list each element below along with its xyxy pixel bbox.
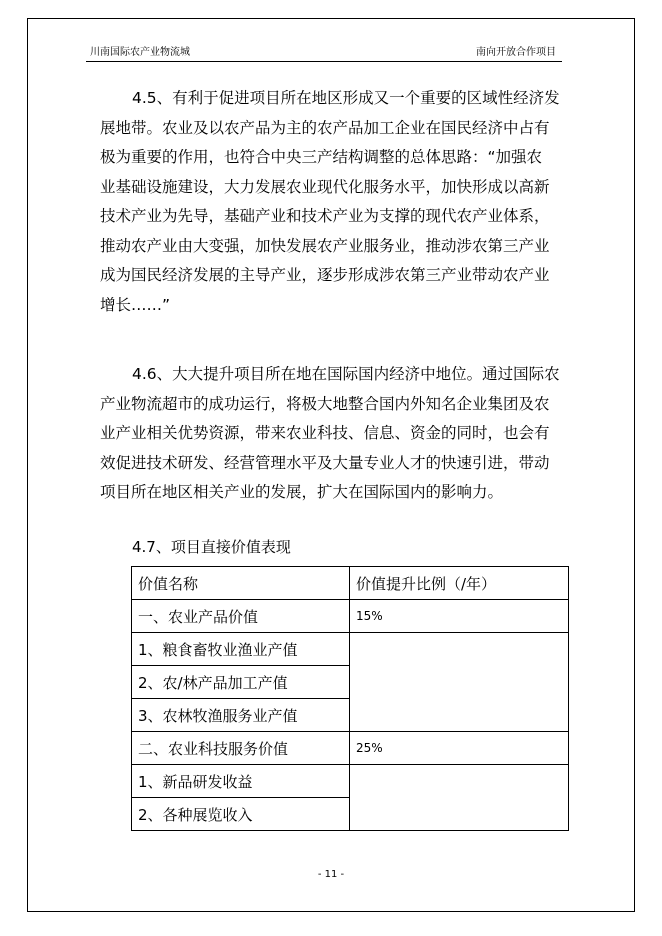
header-right-title: 南向开放合作项目 bbox=[476, 47, 556, 58]
value-name-cell: 3、农林牧渔服务业产值 bbox=[132, 699, 350, 732]
value-ratio-cell: 15% bbox=[350, 600, 569, 633]
value-table bbox=[131, 566, 569, 831]
text-line: 极为重要的作用，也符合中央三产结构调整的总体思路：“加强农 bbox=[100, 148, 543, 166]
value-name-cell: 2、农/林产品加工产值 bbox=[132, 666, 350, 699]
text-line: 增长……” bbox=[100, 295, 171, 314]
text-line: 推动农产业由大变强，加快发展农产业服务业，推动涉农第三产业 bbox=[100, 236, 550, 255]
table-row bbox=[132, 765, 569, 798]
text-line: 成为国民经济发展的主导产业，逐步形成涉农第三产业带动农产业 bbox=[100, 266, 550, 284]
text-line: 项目所在地区相关产业的发展，扩大在国际国内的影响力。 bbox=[100, 483, 504, 501]
table-header-row bbox=[132, 567, 569, 600]
value-name-cell: 1、新品研发收益 bbox=[132, 765, 350, 798]
text-line: 产业物流超市的成功运行，将极大地整合国内外知名企业集团及农 bbox=[100, 394, 550, 413]
value-name-cell: 二、农业科技服务价值 bbox=[132, 732, 350, 765]
paragraph-4-5 bbox=[100, 84, 572, 320]
value-ratio-cell: 25% bbox=[350, 732, 569, 765]
text-line: 4.5、有利于促进项目所在地区形成又一个重要的区域性经济发 bbox=[132, 89, 560, 107]
paragraph-4-6 bbox=[100, 360, 572, 508]
text-line: 效促进技术研发、经营管理水平及大量专业人才的快速引进，带动 bbox=[100, 453, 550, 472]
text-line: 业产业相关优势资源，带来农业科技、信息、资金的同时，也会有 bbox=[100, 424, 550, 442]
column-header: 价值名称 bbox=[132, 567, 350, 600]
text-line: 技术产业为先导，基础产业和技术产业为支撑的现代农产业体系， bbox=[100, 207, 550, 225]
table-row bbox=[132, 732, 569, 765]
value-ratio-merged-cell bbox=[350, 765, 569, 831]
header-rule bbox=[86, 61, 562, 62]
header-left-title: 川南国际农产业物流城 bbox=[90, 47, 190, 58]
value-name-cell: 1、粮食畜牧业渔业产值 bbox=[132, 633, 350, 666]
subheading-4-7: 4.7、项目直接价值表现 bbox=[132, 538, 291, 556]
page-number: - 11 - bbox=[317, 869, 345, 880]
column-header: 价值提升比例（/年） bbox=[350, 567, 569, 600]
table-row bbox=[132, 600, 569, 633]
table-row bbox=[132, 633, 569, 666]
value-name-cell: 2、各种展览收入 bbox=[132, 798, 350, 831]
value-name-cell: 一、农业产品价值 bbox=[132, 600, 350, 633]
text-line: 4.6、大大提升项目所在地在国际国内经济中地位。通过国际农 bbox=[132, 365, 560, 383]
text-line: 业基础设施建设，大力发展农业现代化服务水平，加快形成以高新 bbox=[100, 177, 550, 196]
text-line: 展地带。农业及以农产品为主的农产品加工企业在国民经济中占有 bbox=[100, 118, 550, 137]
value-ratio-merged-cell bbox=[350, 633, 569, 732]
